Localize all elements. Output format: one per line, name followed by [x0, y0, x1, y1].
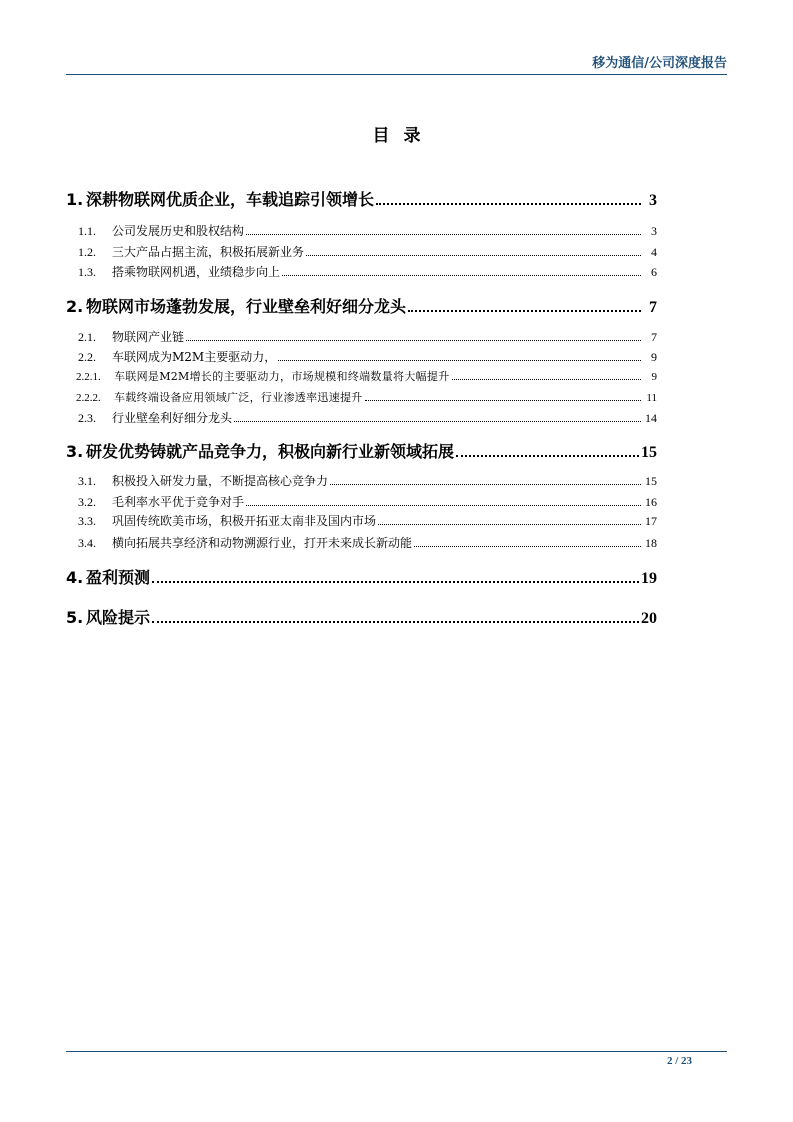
- toc-dot-leader: [186, 340, 641, 341]
- toc-dot-leader: [456, 455, 639, 457]
- toc-entry-title: 物联网产业链: [112, 330, 185, 344]
- toc-entry[interactable]: [66, 328, 657, 345]
- toc-entry-title: 搭乘物联网机遇，业绩稳步向上: [112, 265, 281, 279]
- toc-entry-page: 17: [645, 514, 657, 528]
- toc-entry-title: 三大产品占据主流，积极拓展新业务: [112, 245, 305, 259]
- toc-entry-number: 3.: [66, 442, 84, 461]
- toc-entry-number: 2.2.2.: [76, 392, 101, 404]
- toc-dot-leader: [282, 275, 641, 276]
- toc-entry-number: 3.1.: [78, 474, 96, 488]
- toc-entry[interactable]: [66, 222, 657, 239]
- toc-dot-leader: [408, 310, 641, 312]
- toc-entry[interactable]: [66, 368, 657, 384]
- toc-entry-title: 横向拓展共享经济和动物溯源行业，打开未来成长新动能: [112, 536, 413, 550]
- toc-dot-leader: [306, 255, 641, 256]
- toc-entry-page: 20: [641, 610, 657, 627]
- toc-entry[interactable]: [66, 605, 657, 628]
- toc-entry-page: 7: [651, 330, 657, 344]
- toc-entry-page: 9: [651, 350, 657, 364]
- toc-entry[interactable]: [66, 294, 657, 317]
- toc-entry-number: 1.3.: [78, 265, 96, 279]
- toc-entry-title: 行业壁垒利好细分龙头: [112, 411, 233, 425]
- toc-dot-leader: [452, 379, 641, 380]
- toc-dot-leader: [234, 421, 641, 422]
- toc-entry-number: 3.3.: [78, 514, 96, 528]
- toc-dot-leader: [330, 484, 641, 485]
- toc-entry-number: 2.: [66, 297, 84, 316]
- toc-entry[interactable]: [66, 348, 657, 365]
- toc-dot-leader: [278, 360, 641, 361]
- toc-entry-title: 深耕物联网优质企业，车载追踪引领增长: [86, 190, 375, 209]
- toc-entry-title: 研发优势铸就产品竞争力，积极向新行业新领域拓展: [86, 442, 455, 461]
- toc-entry-page: 19: [641, 570, 657, 587]
- toc-entry[interactable]: [66, 263, 657, 280]
- toc-entry-number: 2.3.: [78, 411, 96, 425]
- toc-entry[interactable]: [66, 472, 657, 489]
- toc-entry[interactable]: [66, 243, 657, 260]
- toc-entry-number: 3.2.: [78, 495, 96, 509]
- toc-entry-page: 9: [651, 371, 657, 383]
- toc-entry[interactable]: [66, 512, 657, 529]
- toc-entry-page: 18: [645, 536, 657, 550]
- toc-entry-title: 巩固传统欧美市场，积极开拓亚太南非及国内市场: [112, 514, 377, 528]
- toc-entry-title: 积极投入研发力量，不断提高核心竞争力: [112, 474, 329, 488]
- toc-entry-page: 14: [645, 411, 657, 425]
- toc-dot-leader: [378, 524, 641, 525]
- toc-entry-page: 15: [645, 474, 657, 488]
- toc-entry-number: 5.: [66, 608, 84, 627]
- toc-dot-leader: [246, 505, 641, 506]
- toc-entry[interactable]: [66, 534, 657, 551]
- toc-entry-number: 1.2.: [78, 245, 96, 259]
- report-header-title: 移为通信/公司深度报告: [592, 56, 727, 71]
- toc-entry-page: 15: [641, 444, 657, 461]
- toc-entry-page: 11: [646, 392, 657, 404]
- toc-entry-page: 3: [651, 224, 657, 238]
- toc-entry[interactable]: [66, 409, 657, 426]
- toc-entry-number: 2.1.: [78, 330, 96, 344]
- toc-entry-number: 1.: [66, 190, 84, 209]
- toc-title: 目录: [372, 126, 435, 146]
- toc-dot-leader: [414, 546, 641, 547]
- footer-divider: [66, 1051, 727, 1052]
- toc-dot-leader: [376, 203, 641, 205]
- toc-dot-leader: [365, 400, 641, 401]
- toc-entry-title: 车载终端设备应用领域广泛，行业渗透率迅速提升: [114, 391, 363, 404]
- toc-dot-leader: [152, 581, 639, 583]
- toc-entry-title: 公司发展历史和股权结构: [112, 224, 245, 238]
- toc-entry-number: 4.: [66, 568, 84, 587]
- toc-entry[interactable]: [66, 389, 657, 405]
- toc-entry-title: 车联网是M2M增长的主要驱动力，市场规模和终端数量将大幅提升: [114, 370, 450, 383]
- toc-entry-page: 7: [649, 299, 657, 316]
- toc-entry-title: 风险提示: [86, 608, 151, 627]
- header-divider: [66, 74, 727, 75]
- toc-entry[interactable]: [66, 439, 657, 462]
- toc-entry[interactable]: [66, 493, 657, 510]
- toc-entry-title: 车联网成为M2M主要驱动力，: [112, 350, 277, 364]
- toc-dot-leader: [152, 621, 639, 623]
- toc-entry-number: 2.2.: [78, 350, 96, 364]
- toc-entry-page: 3: [649, 192, 657, 209]
- page-number: 2 / 23: [666, 1055, 692, 1067]
- toc-entry-title: 毛利率水平优于竞争对手: [112, 495, 245, 509]
- toc-entry-number: 3.4.: [78, 536, 96, 550]
- toc-entry-title: 盈利预测: [86, 568, 151, 587]
- toc-dot-leader: [246, 234, 641, 235]
- toc-entry-page: 6: [651, 265, 657, 279]
- toc-entry-title: 物联网市场蓬勃发展，行业壁垒利好细分龙头: [86, 297, 407, 316]
- toc-entry-number: 1.1.: [78, 224, 96, 238]
- toc-entry-number: 2.2.1.: [76, 371, 101, 383]
- toc-entry[interactable]: [66, 187, 657, 210]
- toc-entry[interactable]: [66, 565, 657, 588]
- toc-entry-page: 4: [651, 245, 657, 259]
- toc-entry-page: 16: [645, 495, 657, 509]
